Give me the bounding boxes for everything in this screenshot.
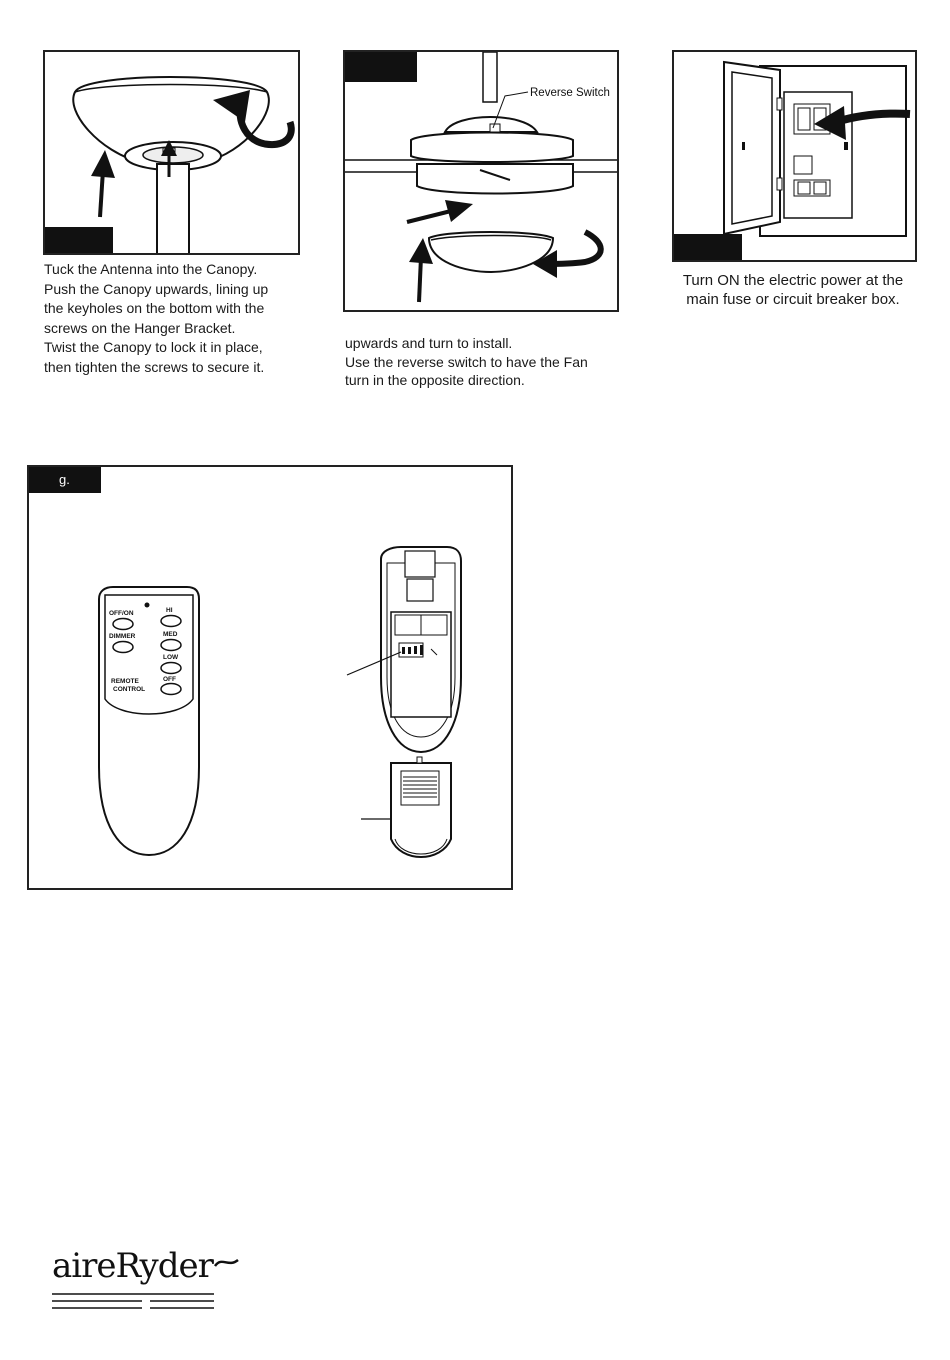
step3-tag	[674, 234, 742, 260]
reverse-switch-label: Reverse Switch	[530, 87, 610, 99]
breaker-box-illustration	[674, 52, 915, 260]
low-button[interactable]	[161, 663, 181, 674]
remote-figure-tag	[29, 467, 101, 493]
brand-logo-text: aireRyder	[52, 1246, 213, 1286]
brand-logo-underlines	[52, 1240, 252, 1315]
hi-button[interactable]	[161, 616, 181, 627]
med-button-label: MED	[163, 631, 178, 638]
step1-tag	[45, 227, 113, 253]
step3-figure	[672, 50, 917, 262]
off-button[interactable]	[161, 684, 181, 695]
off-on-button-label: OFF/ON	[109, 610, 134, 617]
caption-line: Push the Canopy upwards, lining up	[44, 280, 269, 297]
caption-line: upwards and turn to install.	[345, 335, 513, 351]
off-on-button[interactable]	[113, 619, 133, 630]
remote-illustration	[29, 467, 511, 888]
dimmer-button[interactable]	[113, 642, 133, 653]
caption-line: Use the reverse switch to have the Fan	[345, 353, 588, 370]
low-button-label: LOW	[163, 654, 179, 661]
remote-text-line1: REMOTE	[111, 678, 139, 685]
step1-caption	[44, 260, 304, 377]
caption-line: the keyholes on the bottom with the	[44, 300, 265, 316]
caption-line: screws on the Hanger Bracket.	[44, 319, 236, 336]
fan-light-illustration	[345, 52, 617, 310]
step1-figure	[43, 50, 300, 255]
step2-tag	[345, 52, 417, 82]
remote-text-line2: CONTROL	[113, 686, 146, 693]
caption-line: Tuck the Antenna into the Canopy.	[44, 261, 258, 277]
canopy-illustration	[45, 52, 298, 253]
caption-line: turn in the opposite direction.	[345, 372, 525, 388]
caption-line: main fuse or circuit breaker box.	[686, 291, 900, 308]
med-button[interactable]	[161, 640, 181, 651]
caption-line: Twist the Canopy to lock it in place,	[44, 339, 263, 355]
step3-caption	[664, 271, 922, 309]
brand-logo	[52, 1240, 252, 1315]
hi-button-label: HI	[166, 607, 173, 614]
caption-line: then tighten the screws to secure it.	[44, 358, 265, 375]
step2-figure	[343, 50, 619, 312]
step2-caption	[345, 334, 625, 390]
remote-figure	[27, 465, 513, 890]
remote-figure-tag-label: g.	[59, 472, 70, 487]
caption-line: Turn ON the electric power at the	[682, 272, 904, 289]
dimmer-button-label: DIMMER	[109, 633, 136, 640]
off-button-label: OFF	[163, 676, 176, 683]
